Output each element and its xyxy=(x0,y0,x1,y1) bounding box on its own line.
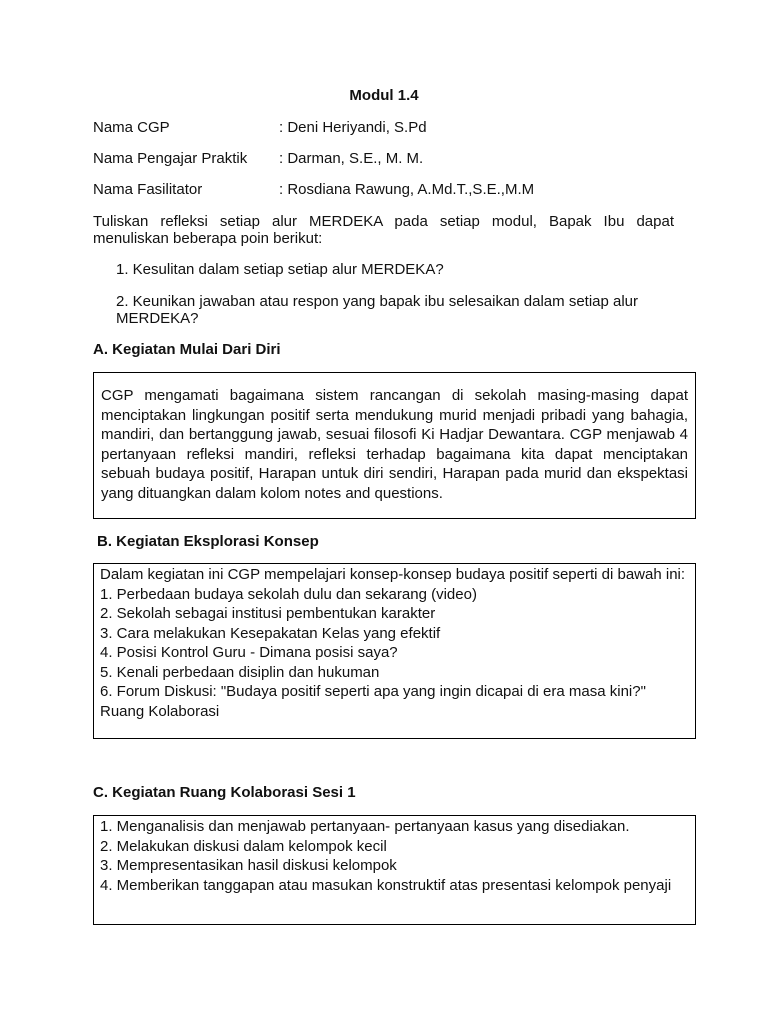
section-b-line: 3. Cara melakukan Kesepakatan Kelas yang efektif xyxy=(100,624,441,642)
section-b-box xyxy=(93,563,696,739)
info-label-fasilitator: Nama Fasilitator xyxy=(93,181,203,198)
section-b-line: 5. Kenali perbedaan disiplin dan hukuman xyxy=(100,663,380,681)
info-value-pengajar: : Darman, S.E., M. M. xyxy=(279,150,424,167)
section-c-line: 3. Mempresentasikan hasil diskusi kelompok xyxy=(100,857,397,874)
section-c-heading: C. Kegiatan Ruang Kolaborasi Sesi 1 xyxy=(93,784,356,801)
section-c-line: 1. Menganalisis dan menjawab pertanyaan- pertanyaan kasus yang disediakan. xyxy=(100,818,630,835)
section-c-line: 2. Melakukan diskusi dalam kelompok kecil xyxy=(100,837,387,855)
intro-paragraph: Tuliskan refleksi setiap alur MERDEKA pada setiap modul, Bapak Ibu dapat menuliskan beberapa poin berikut: xyxy=(93,213,674,247)
section-a-heading: A. Kegiatan Mulai Dari Diri xyxy=(93,341,281,358)
section-b-line: 4. Posisi Kontrol Guru - Dimana posisi saya? xyxy=(100,644,398,661)
section-b-line: Dalam kegiatan ini CGP mempelajari konsep-konsep budaya positif seperti di bawah ini: xyxy=(100,566,686,583)
section-c-line: 4. Memberikan tanggapan atau masukan konstruktif atas presentasi kelompok penyaji xyxy=(100,876,672,894)
section-a-box xyxy=(93,372,696,519)
info-label-cgp: Nama CGP xyxy=(93,119,170,136)
info-value-cgp: : Deni Heriyandi, S.Pd xyxy=(279,119,427,136)
section-a-body: CGP mengamati bagaimana sistem rancangan di sekolah masing-masing dapat menciptakan lingkungan positif serta mendukung murid menjadi pribadi yang bahagia, mandiri, dan bertanggung jawab, sesuai filosofi Ki Hadjar Dewantara. CGP menjawab 4 pertanyaan refleksi mandiri, refleksi terhadap bagaimana kita dapat menciptakan sebuah budaya positif, Harapan untuk diri sendiri, Harapan pada murid dan ekspektasi yang dituangkan dalam kolom notes and questions. xyxy=(101,387,688,502)
section-b-line: Ruang Kolaborasi xyxy=(100,702,220,720)
section-c-box xyxy=(93,815,696,925)
question-item: 1. Kesulitan dalam setiap setiap alur MERDEKA? xyxy=(116,261,444,278)
info-value-fasilitator: : Rosdiana Rawung, A.Md.T.,S.E.,M.M xyxy=(279,181,535,198)
section-b-heading: B. Kegiatan Eksplorasi Konsep xyxy=(97,533,319,550)
question-item: 2. Keunikan jawaban atau respon yang bapak ibu selesaikan dalam setiap alur MERDEKA? xyxy=(116,293,639,327)
document-title: Modul 1.4 xyxy=(349,87,419,104)
section-b-line: 2. Sekolah sebagai institusi pembentukan karakter xyxy=(100,605,436,622)
section-b-line: 1. Perbedaan budaya sekolah dulu dan sekarang (video) xyxy=(100,585,477,603)
info-label-pengajar: Nama Pengajar Praktik xyxy=(93,150,248,167)
section-b-line: 6. Forum Diskusi: "Budaya positif seperti apa yang ingin dicapai di era masa kini?" xyxy=(100,683,646,700)
